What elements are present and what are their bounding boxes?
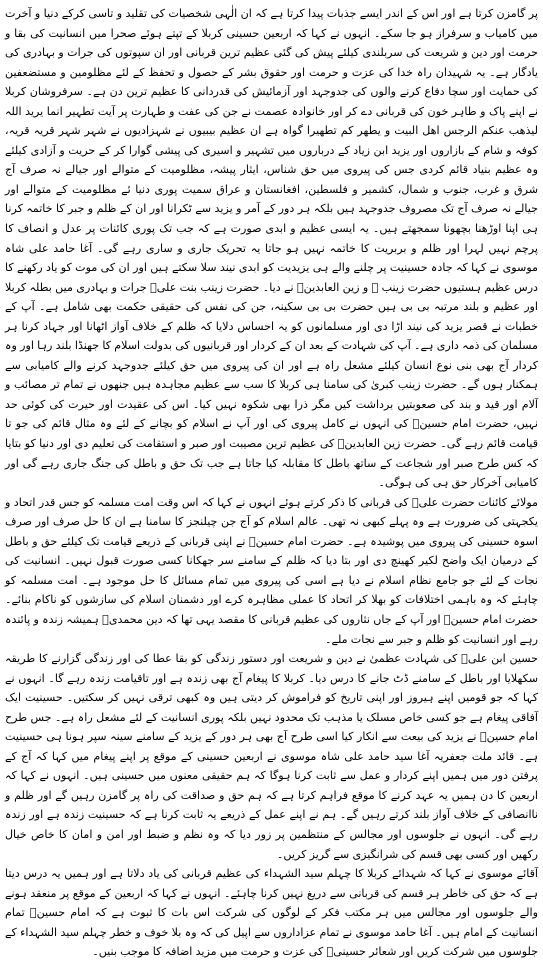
article-paragraph: مولائے کائنات حضرت علیؑ کی قربانی کا ذکر کرتے ہوئے انہوں نے کہا کہ اس وقت امت مسلمہ کو جس قدر اتحاد و یکجہتی کی ضرورت ہے وہ پہلے کبھی نہ تھی۔ عالم اسلام کو آج جن چیلنجز کا سامنا ہے ان کا حل صرف اور صرف اسوہ حسینی کی پیروی میں پوشیدہ ہے۔ حضرت امام حسینؑ نے اپنی قربانی کے ذریعے قیامت تک کیلئے حق و باطل کے درمیان ایک واضح لکیر کھینچ دی اور بتا دیا کہ ظلم کے سامنے سر جھکانا کسی صورت قبول نہیں۔ انسانیت کی نجات کے لئے جو جامع نظام اسلام نے دیا ہے اسی کی پیروی میں تمام مسائل کا حل موجود ہے۔ امت مسلمہ کو چاہئے کہ وہ باہمی اختلافات کو بھلا کر اتحاد کا عملی مظاہرہ کرے اور دشمنان اسلام کی سازشوں کو ناکام بنائے۔ حضرت امام حسینؑ اور آپ کے جاں نثاروں کی عظیم قربانی کا مقصد یہی تھا کہ دین محمدیؐ ہمیشہ زندہ و پائندہ رہے اور انسانیت کو ظلم و جبر سے نجات ملے۔ (5, 495, 538, 646)
article-paragraph: پر گامزن کرتا ہے اور اس کے اندر ایسے جذبات پیدا کرتا ہے کہ ان الٰہی شخصیات کی تقلید و تاسی کرکے دنیا و آخرت میں کامیاب و سرفراز ہو جا سکے۔ انہوں نے کہا کہ اربعین حسینی کربلا کے تپتے ہوئے صحرا میں انسانیت کی بقا و حرمت اور دین و شریعت کی سربلندی کیلئے پیش کی گئی عظیم ترین قربانی اور ان سپوتوں کی جرات و بہادری کی یادگار ہے۔ یہ شہیدان راہ خدا کی عزت و حرمت اور حقوق بشر کے حصول و تحفظ کے لئے مظلومین و مستضعفین کی حمایت اور سچا دفاع کرنے والوں کی جدوجہد اور آزمائیش کی قدردانی کا عظیم ترین دن ہے۔ سرفروشان کربلا نے اپنے پاک و طاہر خون کی قربانی دے کر اور خانوادہ عصمت نے جن کی عفت و طہارت پر آیت تطہیر انما یرید اللہ لیذھب عنکم الرجس اھل البیت و یطھر کم تطھیرا گواہ ہے ان عظیم بیبیوں نے شہزادیوں نے شہر شہر قریہ قریہ، کوفہ و شام کے بازاروں اور یزید ابن زیاد کے درباروں میں تشہیر و اسیری کی پیشی گوارا کر کے حریت و آزادی کیلئے وہ عظیم بنیاد قائم کردی جس کی پیروی میں حق شناس، ایثار پیشہ، مظلومیت کے متوالے اور جیالے نہ صرف آج شرق و غرب، جنوب و شمال، کشمیر و فلسطین، افغانستان و عراق سمیت پوری دنیا ئے مظلومیت کے متوالے اور جیالے نہ صرف آج تک مصروف جدوجہد ہیں بلکہ ہر دور کے آمر و یزید سے ٹکرانا اور ان کے ظلم و جبر کا خاتمہ کرنا ہی اپنا اوڑھنا بچھونا سمجھتے ہیں۔ یہ ایسی عظیم و ابدی صورت ہے کہ جب تک پوری کائنات پر عدل و انصاف کا پرچم نہیں لہرا اور ظلم و بربریت کا خاتمہ نہیں ہو جاتا یہ تحریک جاری و ساری رہے گی۔ آغا حامد علی شاہ موسوی نے کہا کہ جادہ حسینیت پر چلنے والے ہی یزیدیت کو ابدی نیند سلا سکتے ہیں اور ان کی موت کو یاد رکھنے کا درس عظیم ہستیوں حضرت زینب ؑ و زین العابدینؑ نے دیا۔ حضرت زینب بنت علیؑ جرات و بہادری میں بطلہ کربلا اور عظیم و بلند مرتبہ بی بی ہیں حضرت بی بی سکینہ، جن کی نفس کی حقیقی حکمت بھی شامل ہے۔ آپ کے خطبات نے قصر یزید کی نیند اڑا دی اور مسلمانوں کو یہ احساس دلایا کہ ظلم کے خلاف آواز اٹھانا اور جہاد کرنا ہر مسلمان کی ذمہ داری ہے۔ آپ کی شہادت کے بعد ان کے کردار اور قربانیوں کی بدولت اسلام کا جھنڈا بلند رہا اور وہ کردار آج بھی بنی نوع انسان کیلئے مشعل راہ ہے اور ان کی پیروی میں حق کیلئے جدوجہد کرنے والے کامیابی سے ہمکنار ہوں گے۔ حضرت زینب کبریٰ کی سامنا ہی کربلا کا سب سے عظیم مجاہدہ ہیں جنھوں نے تمام تر مصائب و آلام اور قید و بند کی صعوبتیں برداشت کیں مگر ذرا بھی شکوہ نہیں کیا۔ اس کی عقیدت اور حیرت کی کوئی حد نہیں، حضرت امام حسینؑ کی انہوں نے کامل پیروی کی اور آپ نے اسلام کو بچانے کے لئے وہ مثال قائم کی جو تا قیامت قائم رہے گی۔ حضرت زین العابدینؑ کی عظیم ترین مصیبت اور صبر و استقامت کی تعلیم دی اور دنیا کو بتایا کہ کس طرح صبر اور شجاعت کے ساتھ باطل کا مقابلہ کیا جاتا ہے جب تک حق و باطل کی جنگ جاری رہے گی اور کامیابی آخرکار حق ہی کی ہوگی۔ (5, 7, 538, 490)
article-paragraph: حسین ابن علیؑ کی شہادت عظمیٰ نے دین و شریعت اور دستور زندگی کو بقا عطا کی اور زندگی گزارنے کا طریقہ سکھلایا اور باطل کے سامنے ڈٹ جانے کا درس دیا۔ کربلا کا پیغام آج بھی زندہ ہے اور تاقیامت زندہ رہے گا۔ انہوں نے کہا کہ جو قومیں اپنے ہیروز اور اپنی تاریخ کو فراموش کر دیتی ہیں وہ کبھی ترقی نہیں کر سکتیں۔ حسینیت ایک آفاقی پیغام ہے جو کسی خاص مسلک یا مذہب تک محدود نہیں بلکہ پوری انسانیت کے لئے مشعل راہ ہے۔ جس طرح امام حسینؑ نے یزید کی بیعت سے انکار کیا اسی طرح آج بھی ہر دور کے یزید کے سامنے سینہ سپر ہونا ہی حسینیت ہے۔ قائد ملت جعفریہ آغا سید حامد علی شاہ موسوی نے اربعین حسینی کے موقع پر اپنے پیغام میں کہا کہ آج کے پرفتن دور میں ہمیں اپنے کردار و عمل سے ثابت کرنا ہوگا کہ ہم حقیقی معنوں میں حسینی ہیں۔ انہوں نے کہا کہ اربعین کا دن ہمیں یہ عہد کرنے کا موقع فراہم کرتا ہے کہ ہم حق و صداقت کی راہ پر گامزن رہیں گے اور ظلم و ناانصافی کے خلاف آواز بلند کرتے رہیں گے۔ ہم نے اپنے عمل کے ذریعے یہ ثابت کرنا ہے کہ حسینیت زندہ ہے اور زندہ رہے گی۔ انہوں نے جلوسوں اور مجالس کے منتظمین پر زور دیا کہ وہ نظم و ضبط اور امن و امان کا خاص خیال رکھیں اور کسی بھی قسم کی شرانگیزی سے گریز کریں۔ (5, 652, 538, 861)
article-paragraph: آقائے موسوی نے کہا کہ شہدائے کربلا کا چہلم سید الشہداء کی عظیم قربانی کی یاد دلاتا ہے اور ہمیں یہ درس دیتا ہے کہ حق کی خاطر ہر قسم کی قربانی سے دریغ نہیں کرنا چاہئے۔ انہوں نے کہا کہ اربعین کے موقع پر منعقد ہونے والے جلوسوں اور مجالس میں ہر مکتب فکر کے لوگوں کی شرکت اس بات کا ثبوت ہے کہ امام حسینؑ تمام انسانیت کے امام ہیں۔ آغا حامد موسوی نے تمام عزاداروں سے اپیل کی کہ وہ بلا خوف و خطر چہلم سید الشہداء کے جلوسوں میں شرکت کریں اور شعائر حسینیؑ کی عزت و حرمت میں مزید اضافہ کا موجب بنیں۔ (5, 867, 538, 959)
